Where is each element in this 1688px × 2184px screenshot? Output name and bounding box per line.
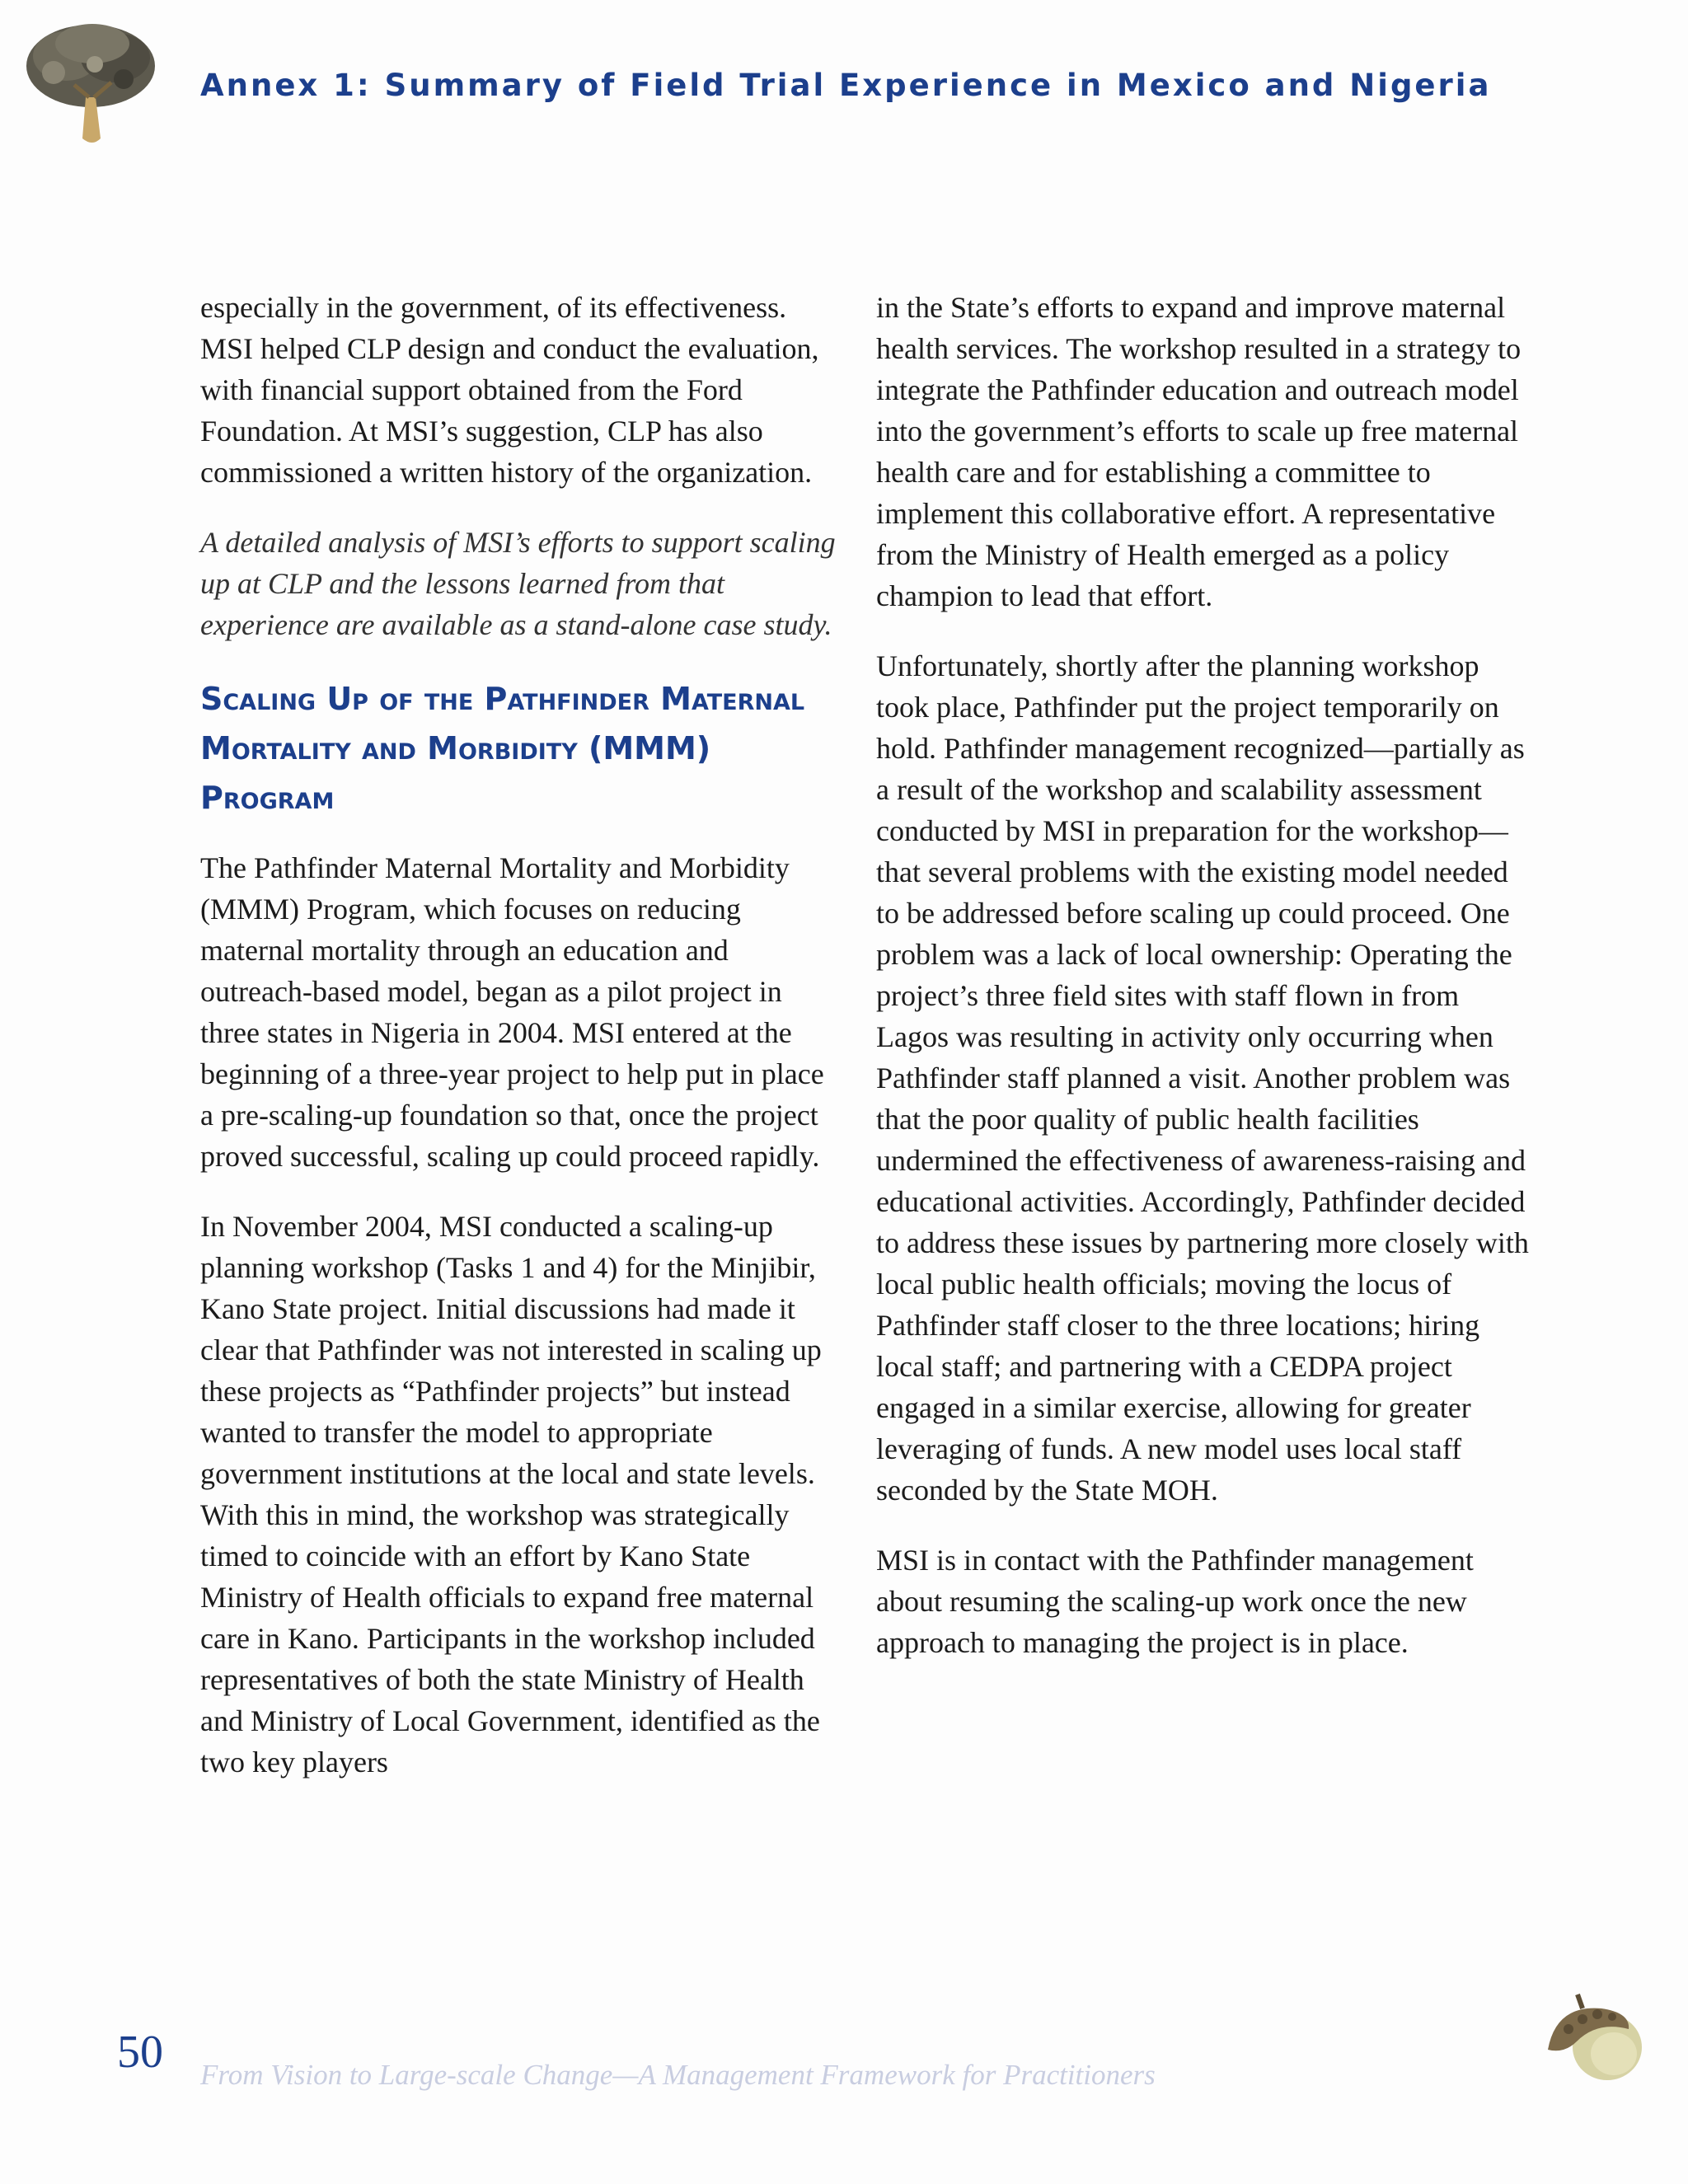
page-number: 50	[117, 2027, 163, 2078]
section-heading: Scaling Up of the Pathfinder Maternal Mortality and Morbidity (MMM) Program	[200, 681, 805, 816]
body-paragraph: in the State’s efforts to expand and improve maternal health services. The workshop resulted in a strategy to integrate the Pathfinder education and outreach model into the government’s efforts to scale up free maternal health care and for establishing a committee to implement this collaborative effort. A representative from the Ministry of Health emerged as a policy champion to lead that effort.	[876, 291, 1522, 612]
left-column	[200, 287, 839, 1811]
tree-icon	[16, 15, 165, 155]
body-paragraph: especially in the government, of its effectiveness. MSI helped CLP design and conduct the evaluation, with financial support obtained from the Ford Foundation. At MSI’s suggestion, CLP has also commissioned a written history of the organization.	[200, 291, 819, 489]
body-paragraph: MSI is in contact with the Pathfinder management about resuming the scaling-up work once the new approach to managing the project is in place.	[876, 1544, 1474, 1659]
body-paragraph: In November 2004, MSI conducted a scaling-up planning workshop (Tasks 1 and 4) for the Minjibir, Kano State project. Initial discussions had made it clear that Pathfinder was not interested in scaling up these projects as “Pathfinder projects” but instead wanted to transfer the model to appropriate government institutions at the local and state levels. With this in mind, the workshop was strategically timed to coincide with an effort by Kano State Ministry of Health officials to expand free maternal care in Kano. Participants in the workshop included representatives of both the state Ministry of Health and Ministry of Local Government, identified as the two key players	[200, 1210, 822, 1779]
footer-title: From Vision to Large-scale Change—A Management Framework for Practitioners	[200, 2059, 1156, 2091]
body-paragraph: The Pathfinder Maternal Mortality and Morbidity (MMM) Program, which focuses on reducing maternal mortality through an education and outreach-based model, began as a pilot project in three states in Nigeria in 2004. MSI entered at the beginning of a three-year project to help put in place a pre-scaling-up foundation so that, once the project proved successful, scaling up could proceed rapidly.	[200, 851, 824, 1173]
case-study-note: A detailed analysis of MSI’s efforts to support scaling up at CLP and the lessons learned from that experience are available as a stand-alone case study.	[200, 526, 836, 641]
page-header-title: Annex 1: Summary of Field Trial Experience in Mexico and Nigeria	[200, 68, 1492, 103]
body-paragraph: Unfortunately, shortly after the planning workshop took place, Pathfinder put the project temporarily on hold. Pathfinder management recognized—partially as a result of the workshop and scalability assessment conducted by MSI in preparation for the workshop—that several problems with the existing model needed to be addressed before scaling up could proceed. One problem was a lack of local ownership: Operating the project’s three field sites with staff flown in from Lagos was resulting in activity only occurring when Pathfinder staff planned a visit. Another problem was that the poor quality of public health facilities undermined the effectiveness of awareness-raising and educational activities. Accordingly, Pathfinder decided to address these issues by partnering more closely with local public health officials; moving the locus of Pathfinder staff closer to the three locations; hiring local staff; and partnering with a CEDPA project engaged in a similar exercise, allowing for greater leveraging of funds. A new model uses local staff seconded by the State MOH.	[876, 649, 1529, 1507]
acorn-icon	[1531, 1971, 1655, 2095]
right-column	[876, 287, 1536, 1692]
